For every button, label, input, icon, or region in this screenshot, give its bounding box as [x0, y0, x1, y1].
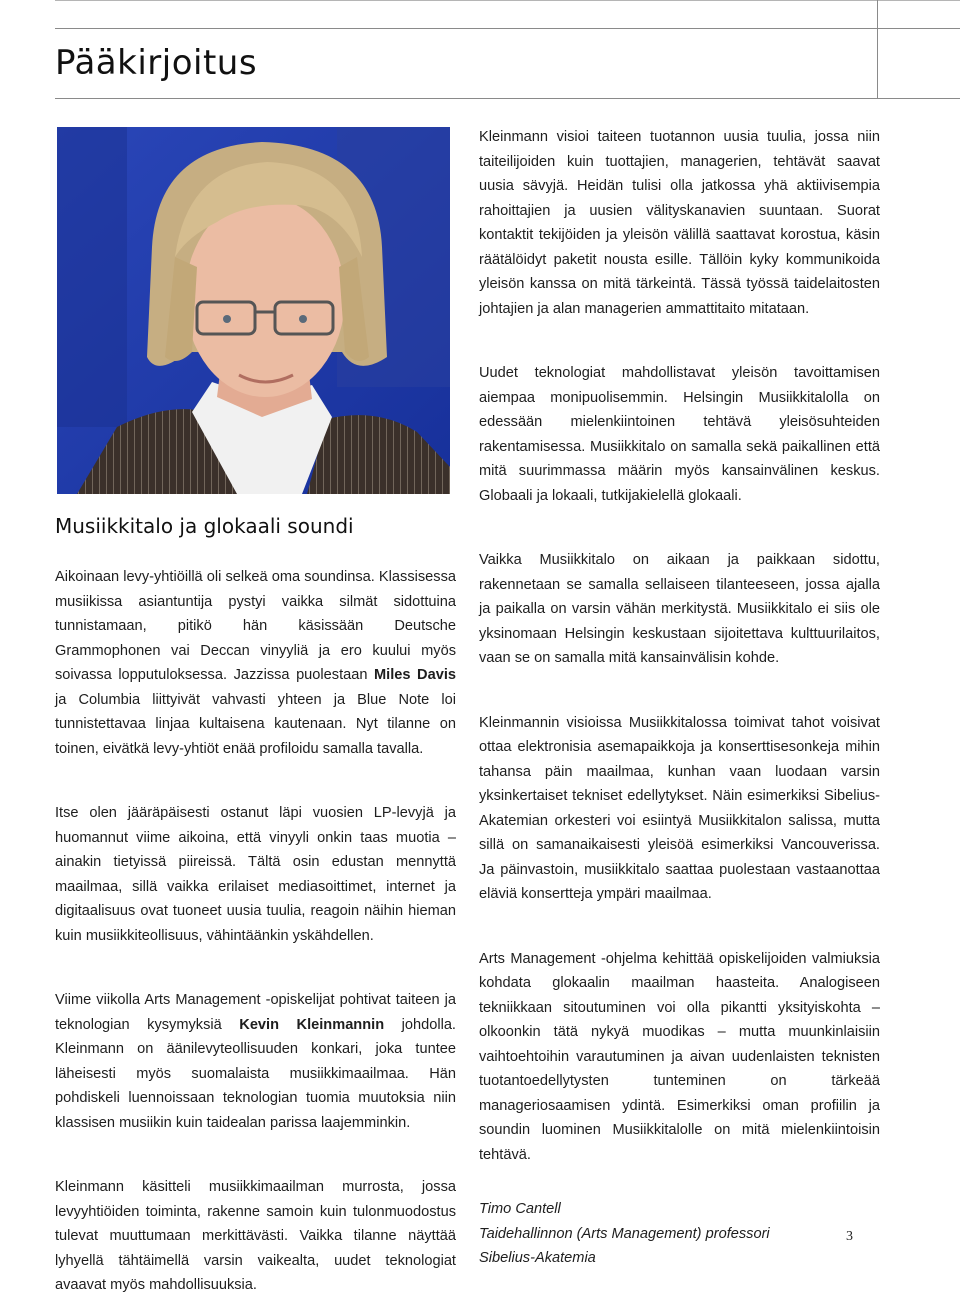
header-rule-1 [55, 28, 960, 29]
portrait-illustration [57, 127, 450, 494]
text-run: johdolla. Kleinmann on äänilevyteollisuuden konkari, joka tuntee läheisesti myös suomalaista musiikkimaailmaa. Hän pohdiskeli luennoissaan teknologian tuomia muutoksia niin klassisen musiikin kuin taidealan parissa laajemminkin. [55, 1016, 456, 1131]
right-text-column [479, 125, 880, 1271]
right-paragraph-3: Vaikka Musiikkitalo on aikaan ja paikkaan sidottu, rakennetaan se samalla sellaiseen tilanteeseen, jossa ajalla ja paikalla on varsin vähän merkitystä. Musiikkitalo ei siis ole yksinomaan Helsingin keskustaan sijoitettava kulttuurilaitos, vaan se on samalla mitä kansainvälisin kohde. [479, 552, 880, 666]
bold-name: Miles Davis [374, 667, 456, 683]
left-text-column [55, 565, 456, 1298]
text-run: Aikoinaan levy-yhtiöillä oli selkeä oma soundinsa. Klassisessa musiikissa asiantuntija pystyi vaikka silmät sidottuina tunnistamaan, pitikö hän käsissään Deutsche Grammophonen vai Deccan vinyyliä ja ero kuului myös soivassa lopputuloksessa. Jazzissa puolestaan [55, 569, 456, 683]
portrait-photo [57, 127, 450, 494]
author-role: Taidehallinnon (Arts Management) professori [479, 1225, 770, 1242]
signature-block [479, 1197, 880, 1271]
header-rule-2 [55, 98, 960, 99]
bold-name: Kevin Kleinmannin [239, 1016, 385, 1033]
right-paragraph-1: Kleinmann visioi taiteen tuotannon uusia tuulia, jossa niin taiteilijoiden kuin tuottajien, managerien, tehtävät saavat uusia sävyjä. Heidän tulisi olla jatkossa yhä aktiivisempia rahoittajien ja uusien välityskanavien suuntaan. Suorat kontaktit tekijöiden ja yleisön välillä saattavat korostua, käsin räätälöidyt paketit nousta esille. Tällöin kyky kommunikoida yleisön kanssa on mitä tärkeintä. Tässä työssä taidelaitosten johtajien ja alan managerien ammattitaito mitataan. [479, 129, 880, 317]
left-paragraph-3 [55, 988, 456, 1135]
author-name: Timo Cantell [479, 1201, 561, 1217]
right-paragraph-2: Uudet teknologiat mahdollistavat yleisön tavoittamisen aiempaa monipuolisemmin. Helsingin Musiikkitalolla on edessään mielenkiintoinen tehtävä yleisösuhteiden rakentamisessa. Musiikkitalo on samalla sekä paikallinen että mitä suurimmassa määrin myös kansainvälinen keskus. Globaali ja lokaali, tutkijakielellä glokaali. [479, 365, 880, 504]
page-number: 3 [846, 1229, 853, 1244]
author-institution: Sibelius-Akatemia [479, 1250, 596, 1266]
page-title: Pääkirjoitus [55, 43, 258, 83]
section-subheading: Musiikkitalo ja glokaali soundi [55, 514, 354, 538]
left-paragraph-2: Itse olen jääräpäisesti ostanut läpi vuosien LP-levyjä ja huomannut viime aikoina, että vinyyli onkin taas muotia – ainakin tietyissä piireissä. Tältä osin edustan mennyttä maailmaa, sillä vaikka erilaiset mediasoittimet, internet ja digitaalisuus ovat tuoneet uusia tuulia, reagoin näihin hieman kuin musiikkiteollisuus, vähintäänkin yskähdellen. [55, 805, 456, 944]
left-paragraph-4: Kleinmann käsitteli musiikkimaailman murrosta, jossa levyyhtiöiden toiminta, rakenne samoin kuin tulonmuodostus tulevat muuttumaan merkittävästi. Vaikka tilanne näyttää lyhyellä tähtäimellä varsin vaikealta, uudet teknologiat avaavat myös mahdollisuuksia. [55, 1179, 456, 1293]
top-rule [55, 0, 960, 1]
left-paragraph-1 [55, 565, 456, 761]
header-vertical-rule [877, 0, 878, 98]
right-paragraph-5: Arts Management -ohjelma kehittää opiskelijoiden valmiuksia kohdata glokaalin maailman haasteita. Analogiseen tekniikkaan sitoutuminen voi olla pikantti yksityiskohta – olkoonkin tätä nykyä muodikas – mutta muunkinlaisiin vaihtoehtoihin varautuminen ja aivan uudenlaisten teknisten tuotantoedellytysten tunteminen on tärkeää manageriosaamisen ydintä. Esimerkiksi oman profiilin ja soundin luominen Musiikkitalolle on mitä mielenkiintoisin tehtävä. [479, 950, 880, 1163]
right-paragraph-4: Kleinmannin visioissa Musiikkitalossa toimivat tahot voisivat ottaa elektronisia asemapaikkoja ja konserttisesonkeja mihin tahansa päin maailmaa, kunhan vaan luodaan varsin yksinkertaiset tekniset edellytykset. Näin esimerkiksi Sibelius-Akatemian orkesteri voi esiintyä Musiikkitalon salissa, mutta sillä on samanaikaisesti yleisöä esimerkiksi Vancouverissa. Ja päinvastoin, musiikkitalo saattaa puolestaan vastaanottaa eläviä konsertteja ympäri maailmaa. [479, 714, 880, 902]
text-run: Viime viikolla Arts Management -opiskelijat pohtivat taiteen ja teknologian kysymyksiä [55, 992, 456, 1033]
text-run: ja Columbia liittyivät vahvasti yhteen ja Blue Note loi tunnistettavaa linjaa kultaisena kautenaan. Nyt tilanne on toinen, eivätkä levy-yhtiöt enää profiloidu samalla tavalla. [55, 691, 456, 757]
